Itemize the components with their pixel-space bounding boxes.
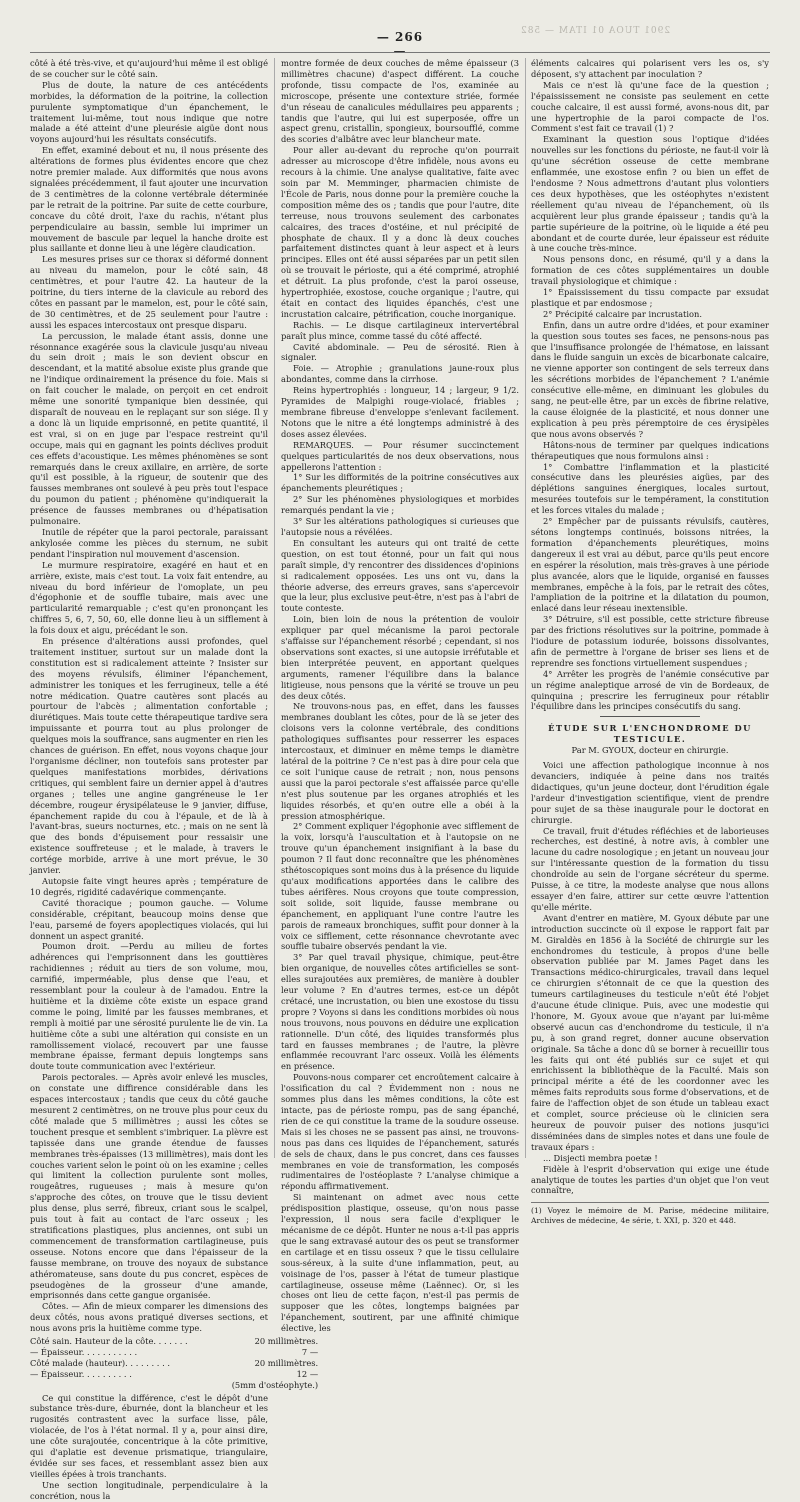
paragraph: Si maintenant on admet avec nous cette prédisposition plastique, osseuse, qu'on nous passe l'expression, il nous sera facile d'expliquer le mécanisme de ce dépôt. Hunter ne nous a-t-il pas appris que le sang extravasé autour des os peut se transformer en cartilage et en tissu osseux ? que le tissu cellulaire sous-séreux, à la suite d'une inflammation, peut, au voisinage de l'os, passer à l'état de tumeur plastique cartilagineuse, osseuse même (Laënnec). Or, si les choses ont lieu de cette façon, n'est-il pas permis de supposer que les côtes, longtemps baignées par l'épanchement, soutirent, par une affinité chimique élective, les — [281, 1192, 519, 1334]
paragraph: Examinant la question sous l'optique d'idées nouvelles sur les fonctions du périoste, ne faut-il voir là qu'une sécrétion osseuse de cette membrane enflammée, une exostose enfin ? ou bien un effet de l'endosme ? Nous admettrons d'autant plus volontiers ces deux hypothèses, que les ostéophytes n'existent réellement qu'au niveau de l'épanchement, où ils acquièrent leur plus grande épaisseur ; tandis qu'à la partie supérieure de la poitrine, où le liquide a été peu abondant et de courte durée, leur épaisseur est réduite à une couche très-mince. — [531, 134, 769, 254]
paragraph: 2° Comment expliquer l'égophonie avec sifflement de la voix, lorsqu'à l'auscultation et à l'autopsie on ne trouve qu'un épanchement insignifiant à la base du poumon ? Il faut donc reconnaître que les phénomènes sthétoscopiques sont moins dus à la présence du liquide qu'aux modifications apportées dans le calibre des tubes aérifères. Nous croyons que toute compression, soit solide, soit liquide, fausse membrane ou épanchement, en appliquant l'une contre l'autre les parois de rameaux bronchiques, suffit pour donner à la voix ce sifflement, cette résonnance chevrotante avec souffle tubaire observés pendant la vie. — [281, 821, 519, 952]
paragraph: Plus de doute, la nature de ces antécédents morbides, la déformation de la poitrine, la collection purulente symptomatique d'un épanchement, le traitement lui-même, tout nous indique que notre malade a été atteint d'une pleurésie aigüe dont nous voyons aujourd'hui les résultats consécutifs. — [30, 79, 268, 145]
paragraph: Une section longitudinale, perpendiculaire à la concrétion, nous la — [30, 1479, 268, 1501]
paragraph: 2° Précipité calcaire par incrustation. — [543, 308, 702, 319]
paragraph: 3° Par quel travail physique, chimique, peut-être bien organique, de nouvelles côtes artificielles se sont-elles surajoutées aux premières, de manière à doubler leur volume ? En d'autres termes, est-ce un dépôt crétacé, une incrustation, ou bien une exostose du tissu propre ? Voyons si dans les conditions morbides où nous nous trouvons, nous pouvons en déduire une explication rationnelle. D'un côté, des liquides transformés plus tard en fausses membranes ; de l'autre, la plèvre enflammée recouvrant l'arc osseux. Voilà les éléments en présence. — [281, 952, 519, 1072]
paragraph: Inutile de répéter que la paroi pectorale, paraissant ankylosée comme les pièces du sternum, ne subit pendant l'inspiration nul mouvement d'ascension. — [30, 526, 268, 559]
paragraph: 3° Sur les altérations pathologiques si curieuses que l'autopsie nous a révélées. — [281, 516, 519, 537]
paragraph: éléments calcaires qui polarisent vers les os, s'y déposent, s'y attachent par inoculation ? — [531, 58, 769, 79]
paragraph: Pour aller au-devant du reproche qu'on pourrait adresser au microscope d'être infidèle, nous avons eu recours à la chimie. Une analyse qualitative, faite avec soin par M. Memminger, pharmacien chimiste de l'École de Paris, nous donne pour la première couche la composition même des os ; tandis que pour l'autre, dite terreuse, nous trouvons seulement des carbonates calcaires, des traces d'ostéine, et nul précipité de phosphate de chaux. Il y a donc là deux couches parfaitement distinctes quant à leur aspect et à leurs principes. Elles ont été aussi séparées par un petit silen où se trouvait le périoste, qui a été comprimé, atrophié et détruit. La plus profonde, c'est la paroi osseuse, hypertrophiée, exostose, couche organique ; l'autre, qui était en contact des liquides épanchés, c'est une incrustation calcaire, pétrification, couche inorganique. — [281, 145, 519, 319]
paragraph: 2° Empêcher par de puissants révulsifs, cautères, sétons longtemps continués, boissons nitrées, la formation d'épanchements pleurétiques, moins dangereux il est vrai au début, parce qu'ils peut encore en espérer la résolution, mais très-graves à une période plus avancée, alors que le liquide, organisé en fausses membranes, empêche à la fois, par le retrait des côtes, l'ampliation de la poitrine et la dilatation du poumon, enlacé dans leur réseau inextensible. — [531, 516, 769, 614]
measurement-value: 20 millimètres. — [254, 1336, 319, 1347]
measurement-value: (5mm d'ostéophyte.) — [231, 1379, 319, 1390]
page-number: — 266 — — [376, 30, 424, 58]
paragraph: Les mesures prises sur ce thorax si déformé donnent au niveau du mamelon, pour le côté sain, 48 centimètres, et pour l'autre 42. La hauteur de la poitrine, du tiers interne de la clavicule au rebord des côtes en passant par le mamelon, est, pour le côté sain, de 30 centimètres, et de 25 seulement pour l'autre : aussi les espaces intercostaux ont presque disparu. — [30, 254, 268, 330]
header-rule — [30, 52, 770, 53]
paragraph: Hâtons-nous de terminer par quelques indications thérapeutiques que nous formulons ainsi : — [531, 439, 769, 461]
paragraph: Cavité abdominale. — Peu de sérosité. Rien à signaler. — [281, 341, 519, 363]
paragraph: Le murmure respiratoire, exagéré en haut et en arrière, existe, mais c'est tout. La voix fait entendre, au niveau du bord inférieur de l'omoplate, un peu d'égophonie et de souffle tubaire, mais avec une particularité remarquable ; c'est qu'en prononçant les chiffres 5, 6, 7, 50, 60, elle donne lieu à un sifflement à la fois doux et aigu, précédant le son. — [30, 559, 268, 636]
paragraph: En consultant les auteurs qui ont traité de cette question, on est tout étonné, pour un fait qui nous paraît simple, d'y rencontrer des dissidences d'opinions si radicalement opposées. Les uns ont vu, dans la théorie adverse, des erreurs graves, sans s'apercevoir que la leur, plus exclusive peut-être, n'est pas à l'abri de toute conteste. — [281, 537, 519, 614]
page-header — [0, 26, 800, 58]
column-3-body — [531, 58, 769, 712]
measurement-row — [30, 1380, 322, 1391]
column-3 — [531, 58, 769, 1226]
measurement-label: Côté malade (hauteur). . . . . . . . . — [30, 1357, 170, 1368]
paragraph: Avant d'entrer en matière, M. Gyoux débute par une introduction succincte où il expose le rapport fait par M. Giraldès en 1856 à la Société de chirurgie sur les enchondromes du testicule, à propos d'une belle observation publiée par M. James Paget dans les Transactions médico-chirurgicales, travail dans lequel ce chirurgien s'étonnait de ce que la question des tumeurs cartilagineuses du testicule n'eût été l'objet d'aucune étude clinique. Puis, avec une modestie qui l'honore, M. Gyoux avoue que n'ayant par lui-même observé aucun cas d'enchondrome du testicule, il n'a pu, à son grand regret, donner aucune observation originale. Sa tâche a donc dû se borner à recueillir tous les faits qui ont été publiés sur ce sujet et qui enrichissent la bibliothèque de la Faculté. Mais son principal mérite a été de les coordonner avec les mêmes faits reproduits sous forme d'observations, et de faire de l'affection objet de son étude un tableau exact et complet, source précieuse où le clinicien sera heureux de pouvoir puiser des notions jusqu'ici disséminées dans de simples notes et dans une foule de travaux épars : — [531, 912, 769, 1152]
measurement-row — [30, 1358, 322, 1369]
column-1-continued — [30, 1393, 268, 1502]
paragraph: Poumon droit. —Perdu au milieu de fortes adhérences qui l'emprisonnent dans les gouttières rachidiennes ; réduit au tiers de son volume, mou, carnifié, imperméable, plus dense que l'eau, et ressemblant pour la couleur à de l'amadou. Entre la huitième et la dixième côte existe un espace grand comme le poing, limité par les fausses membranes, et rempli à moitié par une sérosité purulente lie de vin. La huitième côte a subi une altération qui consiste en un ramollissement violacé, recouvert par une fausse membrane épaisse, fermant depuis longtemps sans doute toute communication avec l'extérieur. — [30, 941, 268, 1072]
paragraph: Ne trouvons-nous pas, en effet, dans les fausses membranes doublant les côtes, pour de là se jeter des cloisons vers la colonne vertébrale, des conditions pathologiques suffisantes pour resserrer les espaces intercostaux, et diminuer en même temps le diamètre latéral de la poitrine ? Ce n'est pas à dire pour cela que ce soit l'unique cause de retrait ; non, nous pensons aussi que la paroi pectorale s'est affaissée parce qu'elle n'est plus soutenue par les organes atrophiés et les liquides résorbés, et qu'en outre elle a obéi à la pression atmosphérique. — [281, 701, 519, 821]
column-2 — [281, 58, 519, 1334]
measurement-label — [30, 1380, 192, 1391]
column-3-continued — [531, 760, 769, 1196]
footnote: (1) Voyez le mémoire de M. Parise, médecine militaire, Archives de médecine, 4e série, t. XXI, p. 320 et 448. — [531, 1202, 769, 1226]
paragraph: 4° Arrêter les progrès de l'anémie consécutive par un régime analeptique arrosé de vin de Bordeaux, de quinquina ; prescrire les ferrugineux pour rétablir l'équilibre dans les principes consécutifs du sang. — [531, 668, 769, 712]
paragraph: Ce travail, fruit d'études réfléchies et de laborieuses recherches, est destiné, à notre avis, à combler une lacune du cadre nosologique ; en jetant un nouveau jour sur l'intéressante question de la formation du tissu chondroïde au sein de l'organe sécréteur du sperme. Puisse, à ce titre, la modeste analyse que nous allons essayer d'en faire, attirer sur cette œuvre l'attention qu'elle mérite. — [531, 825, 769, 912]
paragraph: Enfin, dans un autre ordre d'idées, et pour examiner la question sous toutes ses faces, ne pensons-nous pas que l'insuffisance prolongée de l'hématose, en laissant dans le fluide sanguin un excès de bicarbonate calcaire, ne vienne apporter son contingent de sels terreux dans les sécrétions morbides de l'épanchement ? L'anémie consécutive elle-même, en diminuant les globules du sang, ne peut-elle être, par un excès de fibrine relative, la cause éloignée de la plasticité, et nous donner une explication à peu près péremptoire de ces érysipèles que nous avons observés ? — [531, 319, 769, 439]
measurement-table — [30, 1336, 322, 1391]
column-divider — [525, 58, 526, 1158]
measurement-value: 20 millimètres. — [254, 1357, 319, 1368]
paragraph: Foie. — Atrophie ; granulations jaune-roux plus abondantes, comme dans la cirrhose. — [281, 363, 519, 385]
paragraph: Mais ce n'est là qu'une face de la question ; l'épaississement ne consiste pas seulement en cette couche calcaire, il est aussi formé, avons-nous dit, par une hypertrophie de la paroi compacte de l'os. Comment s'est fait ce travail (1) ? — [531, 79, 769, 134]
article-byline: Par M. GYOUX, docteur en chirurgie. — [571, 745, 729, 756]
paragraph: La percussion, le malade étant assis, donne une résonnance exagérée sous la clavicule jusqu'au niveau du sein droit ; mais le son devient obscur en descendant, et la matité absolue existe plus grande que ne l'indique ordinairement la présence du foie. Mais si on fait coucher le malade, on perçoit en cet endroit même une sonorité tympanique bien dessinée, qui disparaît de nouveau en le replaçant sur son siége. Il y a donc là un liquide emprisonné, en petite quantité, il est vrai, si on en juge par l'espace restreint qu'il occupe, mais qui en gagnant les points déclives produit ces effets d'acoustique. Les mêmes phénomènes se sont remarqués dans le creux axillaire, en arrière, de sorte qu'il est possible, à la rigueur, de soutenir que des fausses membranes ont soulevé à peu près tout l'espace du poumon du patient ; phénomène qu'indiquerait la présence de fausses membranes ou d'hépatisation pulmonaire. — [30, 330, 268, 527]
measurement-label: — Épaisseur. . . . . . . . . . — [30, 1368, 132, 1379]
paragraph: Voici une affection pathologique inconnue à nos devanciers, indiquée à peine dans nos traités didactiques, qu'un jeune docteur, dont l'érudition égale l'ardeur d'investigation scientifique, vient de prendre pour sujet de sa thèse inaugurale pour le doctorat en chirurgie. — [531, 760, 769, 825]
paragraph: Autopsie faite vingt heures après ; température de 10 degrés, rigidité cadavérique commençante. — [30, 875, 268, 897]
paragraph: Rachis. — Le disque cartilagineux intervertébral paraît plus mince, comme tassé du côté affecté. — [281, 319, 519, 341]
paragraph: Reins hypertrophiés : longueur, 14 ; largeur, 9 1/2. Pyramides de Malpighi rouge-violacé, friables ; membrane fibreuse d'enveloppe s'enlevant facilement. Notons que le nitre a été longtemps administré à des doses assez élevées. — [281, 385, 519, 439]
paragraph: Côtes. — Afin de mieux comparer les dimensions des deux côtés, nous avons pratiqué diverses sections, et nous avons pris la huitième comme type. — [30, 1301, 268, 1334]
section-separator — [600, 716, 700, 717]
paragraph: Cavité thoracique ; poumon gauche. — Volume considérable, crépitant, beaucoup moins dense que l'eau, parsemé de foyers apoplectiques violacés, qui lui donnent un aspect granité. — [30, 897, 268, 941]
measurement-row — [30, 1347, 322, 1358]
paragraph: Parois pectorales. — Après avoir enlevé les muscles, on constate une diffirence considérable dans les espaces intercostaux ; tandis que ceux du côté gauche mesurent 2 centimètres, on ne trouve plus pour ceux du côté malade que 5 millimètres ; aussi les côtes se touchent presque et semblent s'imbriquer. La plèvre est tapissée dans une grande étendue de fausses membranes très-épaisses (13 millimètres), mais dont les couches varient selon le point où on les examine ; celles qui limitent la collection purulente sont molles, rougeâtres, rugueuses ; mais à mesure qu'on s'approche des côtes, on trouve que le tissu devient plus dense, plus serré, fibreux, criant sous le scalpel, puis tout à fait au contact de l'arc osseux ; les stratifications plastiques, plus anciennes, ont subi un commencement de transformation cartilagineuse, puis osseuse. Notons encore que dans l'épaisseur de la fausse membrane, on trouve des noyaux de substance athéromateuse, sans doute du pus concret, espèces de pseudogènes de la grosseur d'une amande, emprisonnés dans cette gangue organisée. — [30, 1072, 268, 1301]
column-1-body — [30, 58, 268, 1334]
paragraph: Pouvons-nous comparer cet encroûtement calcaire à l'ossification du cal ? Évidemment non : nous ne sommes plus dans les mêmes conditions, la côte est intacte, pas de périoste rompu, pas de sang épanché, rien de ce qui constitue la trame de la soudure osseuse. Mais si les choses ne se passent pas ainsi, ne trouvons-nous pas dans ces liquides de l'épanchement, saturés de sels de chaux, dans le pus concret, dans ces fausses membranes en voie de transformation, les composés rudimentaires de l'ostéoplaste ? L'analyse chimique a répondu affirmativement. — [281, 1072, 519, 1192]
paragraph: 1° Combattre l'inflammation et la plasticité consécutive dans les pleurésies aigües, par des déplétions sanguines énergiques, locales surtout, mesurées toutefois sur le tempérament, la constitution et les forces vitales du malade ; — [531, 461, 769, 516]
paragraph: 2° Sur les phénomènes physiologiques et morbides remarqués pendant la vie ; — [281, 494, 519, 516]
paragraph: Nous pensons donc, en résumé, qu'il y a dans la formation de ces côtes supplémentaires un double travail physiologique et chimique : — [531, 254, 769, 287]
measurement-value: 12 — — [296, 1368, 319, 1379]
bleed-through-text: 2901 TUOA 01 ITAM — 582 — [519, 26, 670, 36]
paragraph: montre formée de deux couches de même épaisseur (3 millimètres chacune) d'aspect différent. La couche profonde, tissu compacte de l'os, examinée au microscope, présente une contexture striée, formée d'un réseau de canalicules médullaires peu apparents ; tandis que l'autre, qui lui est superposée, offre un aspect grenu, cristallin, spongieux, boursoufflé, comme des scories d'albâtre avec leur blancheur mate. — [281, 58, 519, 145]
measurement-label: Côté sain. Hauteur de la côte. . . . . . . — [30, 1336, 188, 1347]
measurement-row — [30, 1336, 322, 1347]
column-divider — [274, 58, 275, 1158]
paragraph: Ce qui constitue la différence, c'est le dépôt d'une substance très-dure, éburnée, dont la blancheur et les rugosités contrastent avec la surface lisse, pâle, violacée, de l'os à l'état normal. Il y a, pour ainsi dire, une côte surajoutée, concentrique à la côte primitive, qui d'aplatie est devenue prismatique, triangulaire, évidée sur ses faces, et ressemblant assez bien aux vieilles épées à trois tranchants. — [30, 1392, 268, 1479]
paragraph: 3° Détruire, s'il est possible, cette stricture fibreuse par des frictions résolutives sur la poitrine, pommade à l'iodure de potassium iodurée, boissons dissolvantes, afin de permettre à l'organe de briser ses liens et de reprendre ses fonctions virtuellement suspendues ; — [531, 614, 769, 668]
measurement-value: 7 — — [301, 1346, 319, 1357]
article-title: ÉTUDE SUR L'ENCHONDROME DU TESTICULE. — [548, 723, 752, 745]
paragraph: côté à été très-vive, et qu'aujourd'hui même il est obligé de se coucher sur le côté sain. — [30, 58, 268, 79]
paragraph: 1° Épaississement du tissu compacte par exsudat plastique et par endosmose ; — [531, 287, 769, 308]
column-1 — [30, 58, 319, 1501]
paragraph: ... Disjecti membra poetæ ! — [543, 1152, 658, 1163]
paragraph: Loin, bien loin de nous la prétention de vouloir expliquer par quel mécanisme la paroi pectorale s'affaisse sur l'épanchement résorbé ; cependant, si nos observations sont exactes, si une autopsie irréfutable et bien interprétée peuvent, en apportant quelques arguments, ramener l'équilibre dans la balance litigieuse, nous pensons que la vérité se trouve un peu des deux côtés. — [281, 614, 519, 701]
paragraph: Fidèle à l'esprit d'observation qui exige une étude analytique de toutes les parties d'un objet que l'on veut connaître, — [531, 1163, 769, 1196]
paragraph: REMARQUES. — Pour résumer succinctement quelques particularités de nos deux observations, nous appellerons l'attention : — [281, 439, 519, 472]
column-2-body — [281, 58, 519, 1334]
paragraph: En effet, examiné debout et nu, il nous présente des altérations de formes plus évidentes encore que chez notre premier malade. Aux difformités que nous avons signalées précédemment, il faut ajouter une incurvation de 3 centimètres de la colonne vertébrale déterminée par le retrait de la poitrine. Par suite de cette courbure, concave du côté droit, l'axe du rachis, n'étant plus perpendiculaire au bassin, semble lui imprimer un mouvement de bascule par lequel la hanche droite est plus saillante et donne lieu à une légère claudication. — [30, 145, 268, 254]
paragraph: 1° Sur les difformités de la poitrine consécutives aux épanchements pleurétiques ; — [281, 472, 519, 494]
measurement-label: — Épaisseur. . . . . . . . . . . — [30, 1346, 138, 1357]
measurement-row — [30, 1369, 322, 1380]
paragraph: En présence d'altérations aussi profondes, quel traitement instituer, surtout sur un malade dont la constitution est si radicalement atteinte ? Insister sur des moyens révulsifs, éliminer l'épanchement, administrer les toniques et les ferrugineux, telle a été notre médication. Quatre cautères sont placés au pourtour de l'abcès ; alimentation confortable ; diurétiques. Mais toute cette thérapeutique tardive sera impuissante et pourra tout au plus prolonger de quelques mois la souffrance, sans augmenter en rien les chances de guérison. En effet, nous voyons chaque jour l'organisme décliner, non toutefois sans protester par quelques manifestations morbides, dérivations critiques, qui semblent faire un dernier appel à d'autres organes ; telles une angine gangréneuse le 1er décembre, rougeur érysipélateuse le 9 janvier, diffuse, épanchement rapide du cou à l'épaule, et de là à l'avant-bras, sueurs nocturnes, etc. ; mais on ne sent là que des bonds d'épuisement pour ressaisir une existence souffreteuse ; et le malade, à travers le cortége morbide, arrive à une mort prévue, le 30 janvier. — [30, 636, 268, 876]
